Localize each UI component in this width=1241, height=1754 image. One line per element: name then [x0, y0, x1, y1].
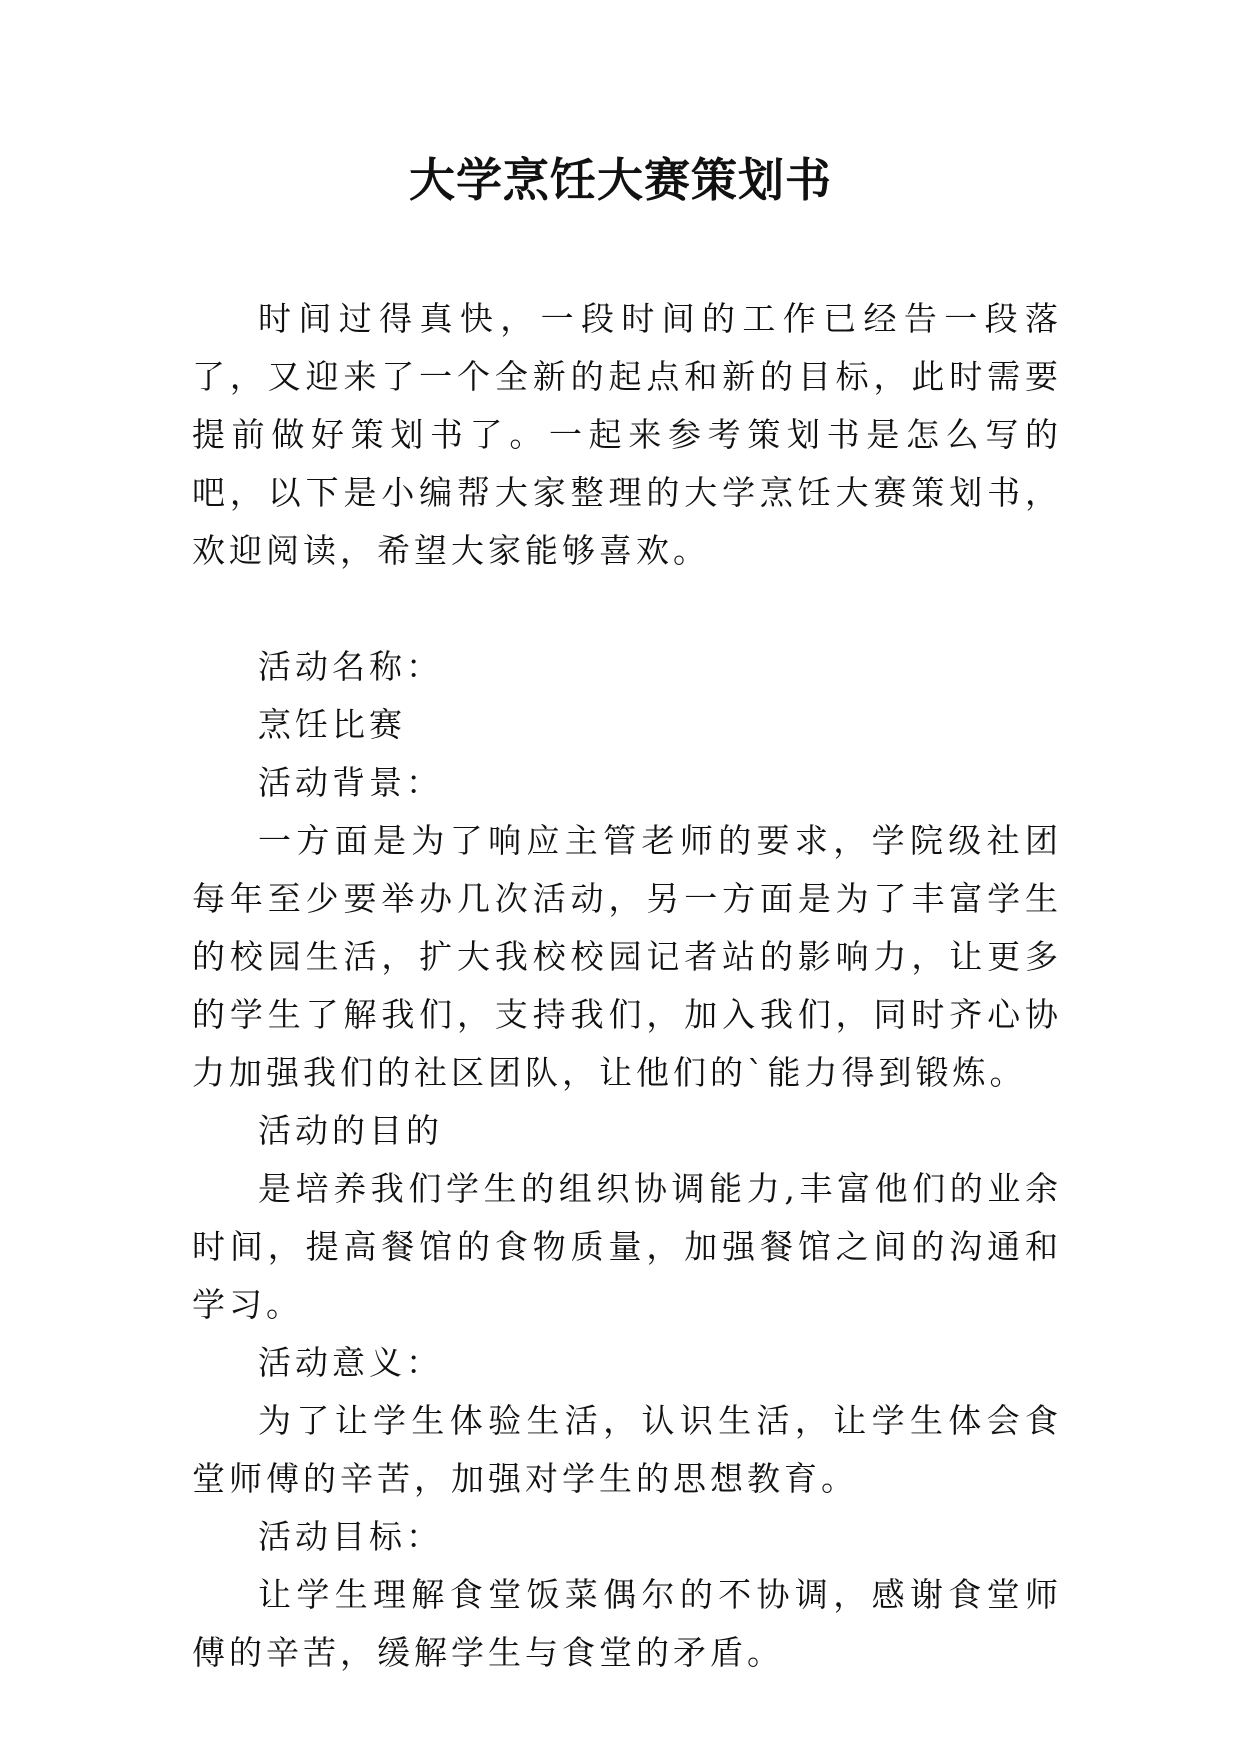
section-heading-activity-name: 活动名称：: [258, 647, 443, 686]
section-heading-purpose: 活动的目的: [258, 1111, 443, 1150]
document-title: 大学烹饪大赛策划书: [409, 153, 832, 207]
goals-paragraph: 让学生理解食堂饭菜偶尔的不协调，感谢食堂师傅的辛苦，缓解学生与食堂的矛盾。: [192, 1575, 1062, 1672]
activity-name-text: 烹饪比赛: [258, 705, 406, 744]
document-body: [192, 290, 1062, 1682]
significance-paragraph: 为了让学生体验生活，认识生活，让学生体会食堂师傅的辛苦，加强对学生的思想教育。: [192, 1401, 1062, 1498]
intro-paragraph: 时间过得真快，一段时间的工作已经告一段落了，又迎来了一个全新的起点和新的目标，此时需要提前做好策划书了。一起来参考策划书是怎么写的吧，以下是小编帮大家整理的大学烹饪大赛策划书，欢迎阅读，希望大家能够喜欢。: [192, 299, 1062, 570]
section-heading-background: 活动背景：: [258, 763, 443, 802]
background-paragraph: 一方面是为了响应主管老师的要求，学院级社团每年至少要举办几次活动，另一方面是为了丰富学生的校园生活，扩大我校校园记者站的影响力，让更多的学生了解我们，支持我们，加入我们，同时齐心协力加强我们的社区团队，让他们的`能力得到锻炼。: [192, 821, 1062, 1092]
purpose-paragraph: 是培养我们学生的组织协调能力,丰富他们的业余时间，提高餐馆的食物质量，加强餐馆之间的沟通和学习。: [192, 1169, 1062, 1324]
section-heading-significance: 活动意义：: [258, 1343, 443, 1382]
section-heading-goals: 活动目标：: [258, 1517, 443, 1556]
